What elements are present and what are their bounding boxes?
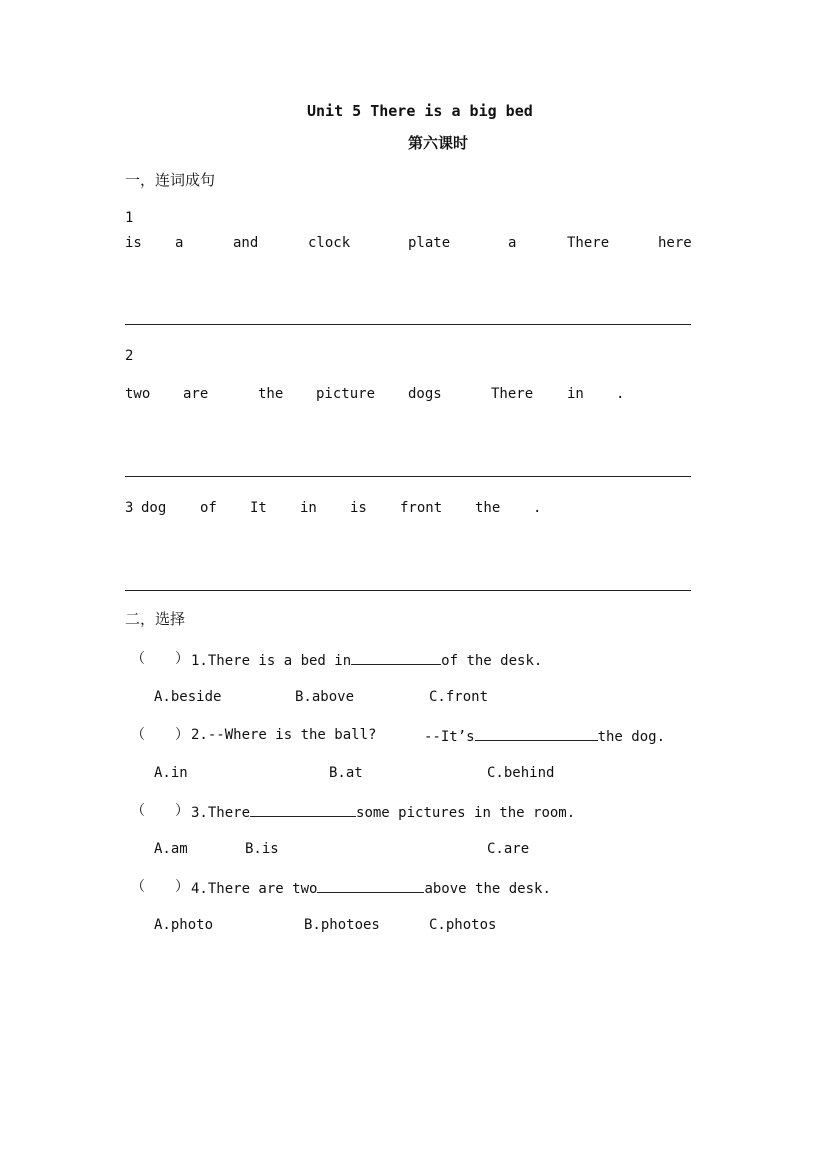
option-b[interactable]: B.is: [245, 841, 279, 857]
word-tile: dog: [141, 500, 167, 516]
fill-blank[interactable]: [351, 650, 441, 665]
answer-paren-open[interactable]: （: [131, 727, 145, 743]
answer-paren-close: ）: [175, 803, 189, 819]
option-c[interactable]: C.are: [487, 841, 530, 857]
word-tile: There: [567, 235, 610, 251]
stem-after: the dog.: [597, 729, 666, 745]
word-tile: There: [491, 386, 534, 402]
question-number: 1: [125, 210, 134, 226]
section-heading-1: 一，连词成句: [125, 171, 216, 189]
answer-paren-open[interactable]: （: [131, 651, 145, 667]
answer-paren-close: ）: [175, 651, 189, 667]
answer-line[interactable]: [125, 476, 691, 477]
question-stem: [191, 802, 575, 822]
answer-paren-open[interactable]: （: [131, 879, 145, 895]
word-tile: clock: [308, 235, 351, 251]
option-c[interactable]: C.photos: [429, 917, 497, 933]
word-tile: a: [175, 235, 184, 251]
fill-blank[interactable]: [475, 726, 598, 741]
word-tile: the: [258, 386, 284, 402]
word-tile: and: [233, 235, 259, 251]
page-title: Unit 5 There is a big bed: [307, 102, 533, 120]
stem-after: some pictures in the room.: [356, 805, 576, 821]
word-tile: of: [200, 500, 217, 516]
option-a[interactable]: A.am: [154, 841, 188, 857]
question-stem: [191, 878, 551, 898]
fill-blank[interactable]: [250, 802, 356, 817]
question-stem-cont: [424, 726, 665, 746]
option-b[interactable]: B.photoes: [304, 917, 380, 933]
word-tile: front: [400, 500, 443, 516]
option-a[interactable]: A.in: [154, 765, 188, 781]
question-number: 2: [125, 348, 134, 364]
word-tile: picture: [316, 386, 376, 402]
word-tile: the: [475, 500, 501, 516]
answer-line[interactable]: [125, 324, 691, 325]
question-stem: 2.--Where is the ball?: [191, 727, 377, 743]
word-tile: .: [533, 500, 542, 516]
word-tile: It: [250, 500, 267, 516]
answer-line[interactable]: [125, 590, 691, 591]
question-stem: [191, 650, 542, 670]
option-a[interactable]: A.beside: [154, 689, 222, 705]
word-tile: in: [300, 500, 317, 516]
option-b[interactable]: B.at: [329, 765, 363, 781]
question-number: 3: [125, 500, 134, 516]
answer-paren-open[interactable]: （: [131, 803, 145, 819]
stem-before: 3.There: [191, 805, 251, 821]
word-tile: is: [125, 235, 142, 251]
option-c[interactable]: C.front: [429, 689, 489, 705]
word-tile: here: [658, 235, 692, 251]
word-tile: plate: [408, 235, 451, 251]
stem-after: of the desk.: [441, 653, 543, 669]
stem-mid: --It’s: [424, 729, 475, 745]
word-tile: two: [125, 386, 151, 402]
page-subtitle: 第六课时: [408, 134, 469, 152]
answer-paren-close: ）: [175, 727, 189, 743]
stem-after: above the desk.: [424, 881, 551, 897]
option-b[interactable]: B.above: [295, 689, 355, 705]
word-tile: dogs: [408, 386, 442, 402]
section-heading-2: 二，选择: [125, 610, 186, 628]
option-c[interactable]: C.behind: [487, 765, 555, 781]
stem-before: 1.There is a bed in: [191, 653, 352, 669]
word-tile: in: [567, 386, 584, 402]
option-a[interactable]: A.photo: [154, 917, 214, 933]
stem-before: 4.There are two: [191, 881, 318, 897]
fill-blank[interactable]: [317, 878, 424, 893]
word-tile: are: [183, 386, 209, 402]
word-tile: a: [508, 235, 517, 251]
answer-paren-close: ）: [175, 879, 189, 895]
word-tile: is: [350, 500, 367, 516]
word-tile: .: [616, 386, 625, 402]
